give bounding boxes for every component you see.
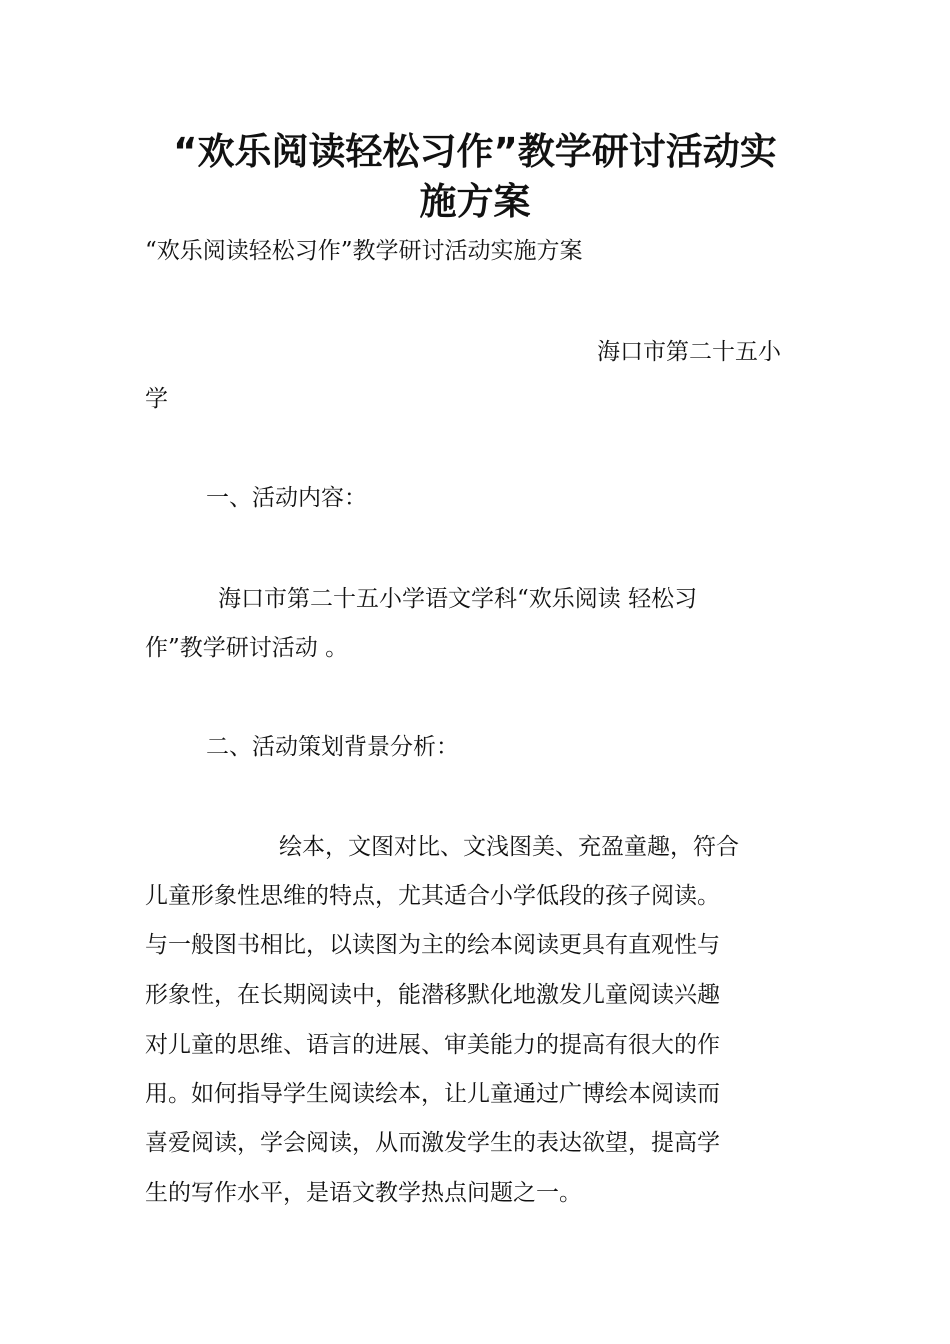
section-2-paragraph-line: 与一般图书相比，以读图为主的绘本阅读更具有直观性与 xyxy=(145,932,720,958)
section-2-paragraph-line: 喜爱阅读，学会阅读，从而激发学生的表达欲望，提高学 xyxy=(145,1130,720,1156)
section-1-paragraph-line-1: 海口市第二十五小学语文学科“欢乐阅读 轻松习 xyxy=(218,586,698,612)
section-2-paragraph-line: 儿童形象性思维的特点，尤其适合小学低段的孩子阅读。 xyxy=(145,883,720,909)
section-2-paragraph-line: 对儿童的思维、语言的进展、审美能力的提高有很大的作 xyxy=(145,1032,720,1058)
document-title-line-1: “欢乐阅读轻松习作”教学研讨活动实 xyxy=(173,130,777,173)
document-subtitle: “欢乐阅读轻松习作”教学研讨活动实施方案 xyxy=(145,238,583,264)
document-title-line-2: 施方案 xyxy=(419,180,531,223)
section-2-heading: 二、活动策划背景分析： xyxy=(206,734,459,760)
section-1-paragraph-line-2: 作”教学研讨活动 。 xyxy=(145,635,349,661)
section-2-paragraph-line: 形象性，在长期阅读中，能潜移默化地激发儿童阅读兴趣 xyxy=(145,982,720,1008)
section-1-heading: 一、活动内容： xyxy=(206,485,367,511)
section-2-paragraph-line: 生的写作水平，是语文教学热点问题之一。 xyxy=(145,1180,582,1206)
author-line-1: 海口市第二十五小 xyxy=(597,339,781,365)
section-2-paragraph-line: 用。如何指导学生阅读绘本，让儿童通过广博绘本阅读而 xyxy=(145,1081,720,1107)
author-line-2: 学 xyxy=(145,386,168,412)
section-2-paragraph-line: 绘本，文图对比、文浅图美、充盈童趣，符合 xyxy=(279,834,739,860)
